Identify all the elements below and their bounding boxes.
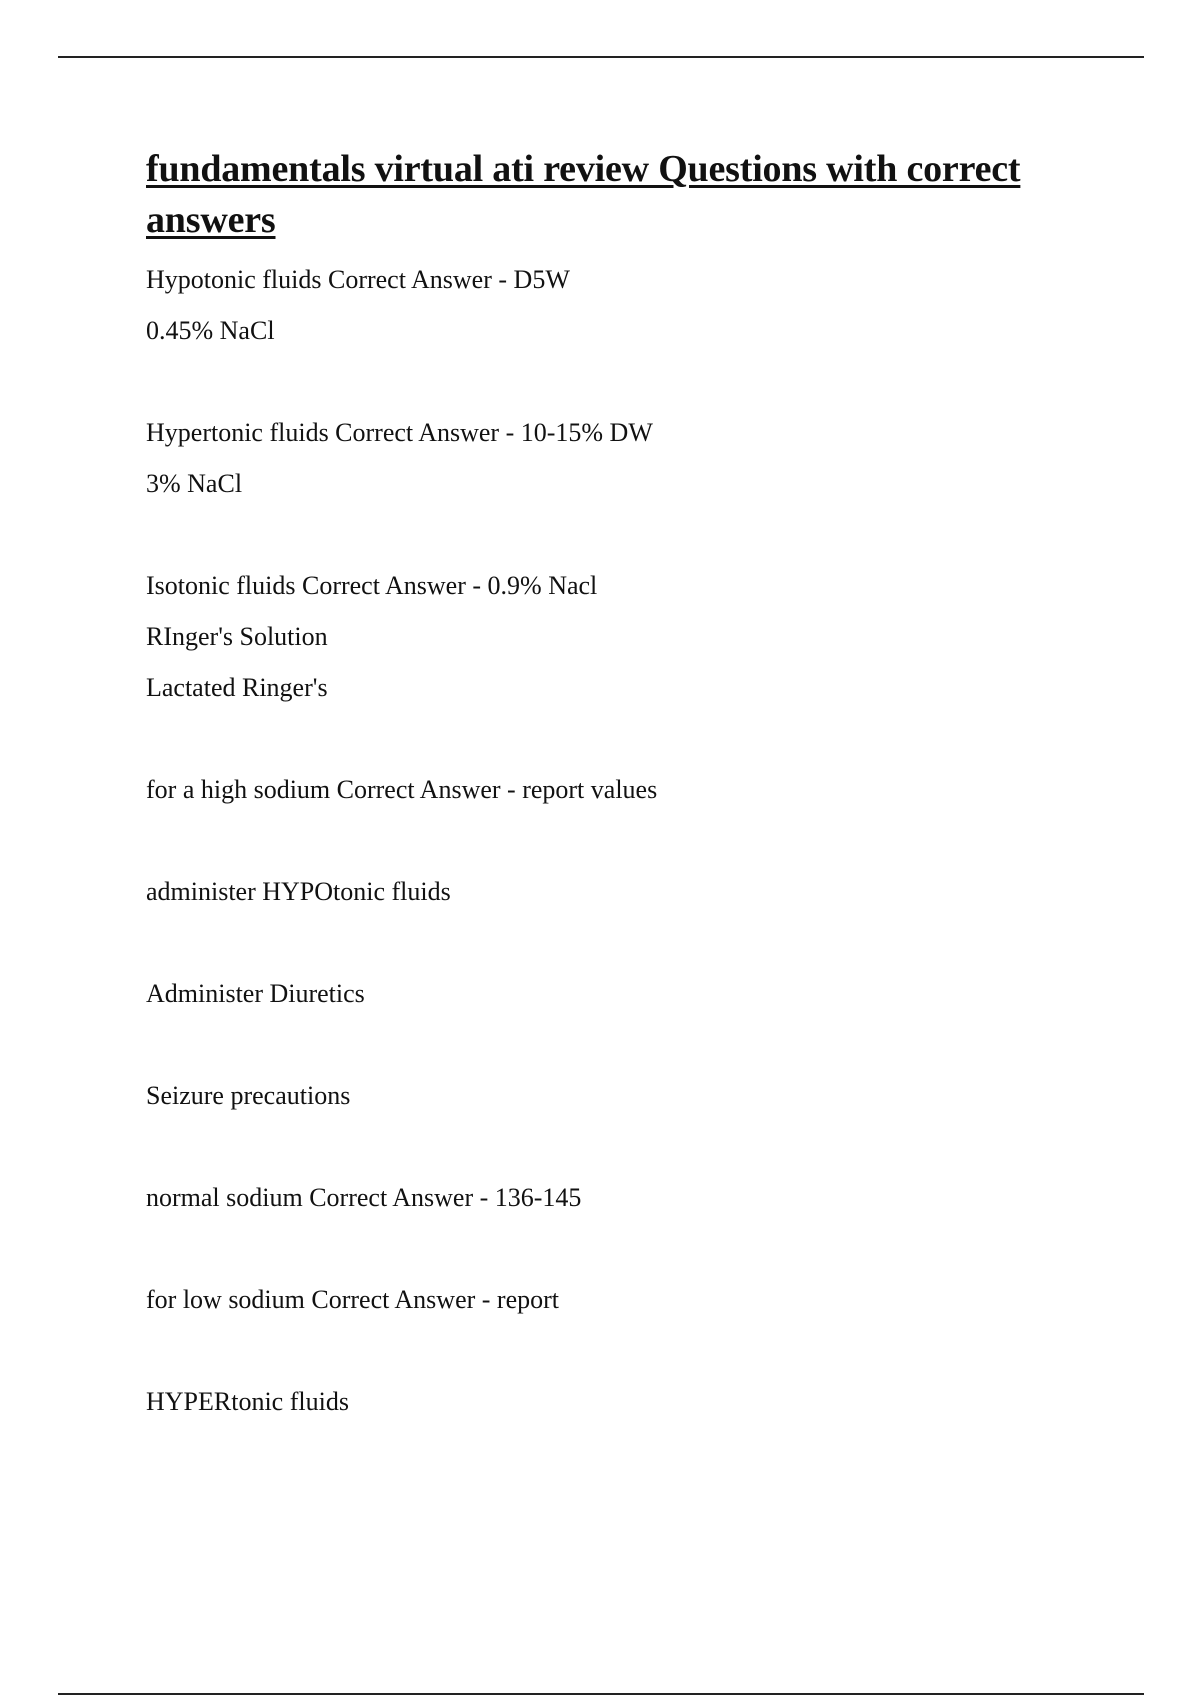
qa-block-hypertonic-admin [146,1376,1106,1427]
qa-block-diuretics [146,968,1106,1019]
text-line: Administer Diuretics [146,979,365,1008]
text-line: HYPERtonic fluids [146,1387,349,1416]
text-line: administer HYPOtonic fluids [146,877,451,906]
top-rule [58,56,1144,58]
document-title: fundamentals virtual ati review Questions with correct answers [146,148,1021,241]
qa-block-normal-sodium [146,1172,1106,1223]
qa-block-hypertonic [146,407,1106,509]
qa-block-high-sodium [146,764,1106,815]
qa-block-low-sodium [146,1274,1106,1325]
qa-block-hypotonic-admin [146,866,1106,917]
text-line: for low sodium Correct Answer - report [146,1285,560,1314]
text-line: Isotonic fluids Correct Answer - 0.9% Nacl [146,571,598,600]
document-body [146,144,1106,1427]
text-line: 3% NaCl [146,469,243,498]
text-line: Hypertonic fluids Correct Answer - 10-15% DW [146,418,653,447]
text-line: 0.45% NaCl [146,316,275,345]
text-line: Seizure precautions [146,1081,351,1110]
text-line: RInger's Solution [146,622,328,651]
qa-block-hypotonic [146,254,1106,356]
qa-block-isotonic [146,560,1106,713]
text-line: normal sodium Correct Answer - 136-145 [146,1183,582,1212]
text-line: for a high sodium Correct Answer - report values [146,775,658,804]
qa-block-seizure [146,1070,1106,1121]
text-line: Lactated Ringer's [146,673,328,702]
bottom-rule [58,1693,1144,1695]
text-line: Hypotonic fluids Correct Answer - D5W [146,265,570,294]
